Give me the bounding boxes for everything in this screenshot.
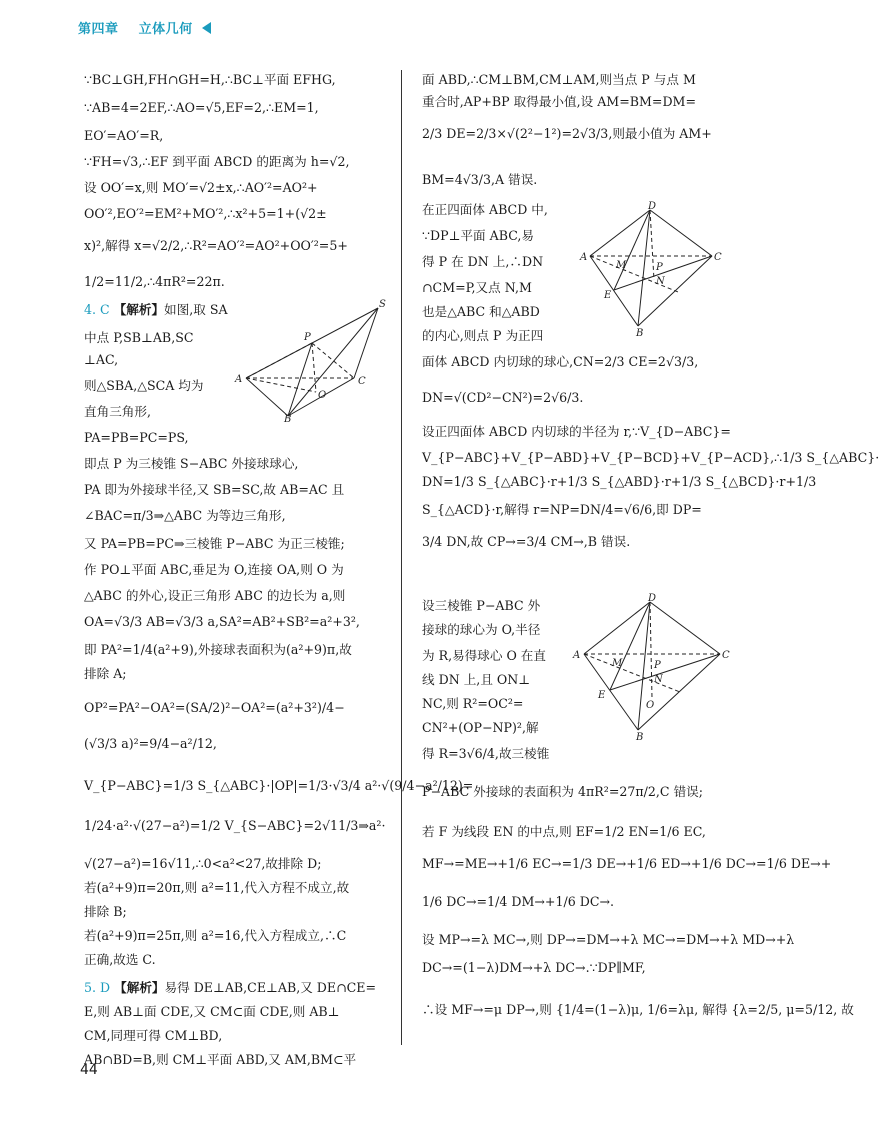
left-text-line: 正确,故选 C. bbox=[84, 952, 156, 967]
chapter-title: 立体几何 bbox=[138, 22, 193, 37]
left-text-line: ∵BC⊥GH,FH∩GH=H,∴BC⊥平面 EFHG, bbox=[84, 72, 336, 87]
left-text-line: ∠BAC=π/3⇒△ABC 为等边三角形, bbox=[84, 508, 286, 523]
label-O: O bbox=[646, 700, 655, 711]
figure-tetrahedron-abcd bbox=[580, 202, 730, 337]
right-text-line: 3/4 DN,故 CP→=3/4 CM→,B 错误. bbox=[422, 534, 631, 549]
answer-marker: 4. C bbox=[84, 302, 114, 317]
label-N: N bbox=[654, 674, 663, 685]
left-text-line: 1/24·a²·√(27−a²)=1/2 V_{S−ABC}=2√11/3⇒a²· bbox=[84, 818, 386, 833]
right-text-line: 设三棱锥 P−ABC 外 bbox=[422, 598, 541, 613]
column-divider bbox=[401, 70, 402, 1045]
triangle-marker-icon bbox=[202, 22, 211, 34]
figure-tetrahedron-sphere bbox=[572, 594, 732, 742]
label-P: P bbox=[304, 332, 311, 343]
left-text-line: 即 PA²=1/4(a²+9),外接球表面积为(a²+9)π,故 bbox=[84, 642, 352, 657]
left-text-line: OP²=PA²−OA²=(SA/2)²−OA²=(a²+3²)/4− bbox=[84, 700, 345, 715]
right-text-line: ∴设 MF→=μ DP→,则 {1/4=(1−λ)μ, 1/6=λμ, 解得 {λ=2/5, μ=5/12, 故 bbox=[422, 1002, 854, 1017]
right-text-line: V_{P−ABC}+V_{P−ABD}+V_{P−BCD}+V_{P−ACD},∴1/3 S_{△ABC}· bbox=[422, 450, 879, 465]
right-text-line: 重合时,AP+BP 取得最小值,设 AM=BM=DM= bbox=[422, 94, 696, 109]
left-text-line: △ABC 的外心,设正三角形 ABC 的边长为 a,则 bbox=[84, 588, 346, 603]
left-text-line: x)²,解得 x=√2/2,∴R²=AO′²=AO²+OO′²=5+ bbox=[84, 238, 348, 253]
right-text-line: 设 MP→=λ MC→,则 DP→=DM→+λ MC→=DM→+λ MD→+λ bbox=[422, 932, 795, 947]
right-text-line: 在正四面体 ABCD 中, bbox=[422, 202, 548, 217]
left-text-line: CM,同理可得 CM⊥BD, bbox=[84, 1028, 223, 1043]
figure-pyramid-sabc bbox=[232, 298, 392, 423]
page-number: 44 bbox=[80, 1062, 98, 1078]
label-D: D bbox=[648, 593, 657, 604]
left-text-line: E,则 AB⊥面 CDE,又 CM⊂面 CDE,则 AB⊥ bbox=[84, 1004, 340, 1019]
label-N: N bbox=[656, 276, 665, 287]
label-S: S bbox=[379, 299, 386, 310]
right-text-line: S_{△ACD}·r,解得 r=NP=DN/4=√6/6,即 DP= bbox=[422, 502, 702, 517]
label-E: E bbox=[604, 290, 612, 301]
label-M: M bbox=[612, 658, 623, 669]
left-text-line: √(27−a²)=16√11,∴0<a²<27,故排除 D; bbox=[84, 856, 322, 871]
left-text-line: 又 PA=PB=PC⇒三棱锥 P−ABC 为正三棱锥; bbox=[84, 536, 345, 551]
right-text-line: 得 R=3√6/4,故三棱锥 bbox=[422, 746, 550, 761]
right-text-line: 若 F 为线段 EN 的中点,则 EF=1/2 EN=1/6 EC, bbox=[422, 824, 706, 839]
left-text-line: 若(a²+9)π=25π,则 a²=16,代入方程成立,∴C bbox=[84, 928, 347, 943]
label-A: A bbox=[580, 252, 588, 263]
right-text-line: CN²+(OP−NP)²,解 bbox=[422, 720, 539, 735]
analysis-tag: 【解析】 bbox=[114, 980, 165, 995]
right-text-line: 为 R,易得球心 O 在直 bbox=[422, 648, 546, 663]
label-B: B bbox=[636, 328, 644, 339]
left-text-line: 排除 B; bbox=[84, 904, 127, 919]
right-text-line: 得 P 在 DN 上,∴DN bbox=[422, 254, 544, 269]
left-text-line: 1/2=11/2,∴4πR²=22π. bbox=[84, 274, 225, 289]
right-text-line: NC,则 R²=OC²= bbox=[422, 696, 524, 711]
right-text-line: 2/3 DE=2/3×√(2²−1²)=2√3/3,则最小值为 AM+ bbox=[422, 126, 712, 141]
label-C: C bbox=[714, 252, 722, 263]
right-text-line: ∵DP⊥平面 ABC,易 bbox=[422, 228, 534, 243]
right-text-line: 面体 ABCD 内切球的球心,CN=2/3 CE=2√3/3, bbox=[422, 354, 699, 369]
right-text-line: 1/6 DC→=1/4 DM→+1/6 DC→. bbox=[422, 894, 615, 909]
right-text-line: ∩CM=P,又点 N,M bbox=[422, 280, 532, 295]
left-text-line: AB∩BD=B,则 CM⊥平面 ABD,又 AM,BM⊂平 bbox=[84, 1052, 357, 1067]
left-text-line: ∵AB=4=2EF,∴AO=√5,EF=2,∴EM=1, bbox=[84, 100, 319, 115]
right-text-line: MF→=ME→+1/6 EC→=1/3 DE→+1/6 ED→+1/6 DC→=1/6 DE→+ bbox=[422, 856, 832, 871]
label-O: O bbox=[318, 390, 327, 401]
analysis-tag: 【解析】 bbox=[113, 302, 165, 317]
label-C: C bbox=[722, 650, 730, 661]
left-text-line: 若(a²+9)π=20π,则 a²=11,代入方程不成立,故 bbox=[84, 880, 350, 895]
left-text-line: V_{P−ABC}=1/3 S_{△ABC}·|OP|=1/3·√3/4 a²·√(9/4−a²/12)= bbox=[84, 778, 474, 793]
left-text-line: 排除 A; bbox=[84, 666, 127, 681]
left-text-line: 4. C 【解析】如图,取 SA bbox=[84, 302, 228, 317]
left-text-line: (√3/3 a)²=9/4−a²/12, bbox=[84, 736, 217, 751]
right-text-line: BM=4√3/3,A 错误. bbox=[422, 172, 538, 187]
right-text-line: 面 ABD,∴CM⊥BM,CM⊥AM,则当点 P 与点 M bbox=[422, 72, 696, 87]
label-E: E bbox=[598, 690, 606, 701]
label-C: C bbox=[358, 376, 366, 387]
right-text-line: 设正四面体 ABCD 内切球的半径为 r,∵V_{D−ABC}= bbox=[422, 424, 731, 439]
label-B: B bbox=[284, 414, 292, 425]
left-text-line: EO′=AO′=R, bbox=[84, 128, 164, 143]
left-text-line: 作 PO⊥平面 ABC,垂足为 O,连接 OA,则 O 为 bbox=[84, 562, 344, 577]
left-text-line: OO′²,EO′²=EM²+MO′²,∴x²+5=1+(√2± bbox=[84, 206, 327, 221]
right-text-line: 接球的球心为 O,半径 bbox=[422, 622, 541, 637]
left-text-line: 设 OO′=x,则 MO′=√2±x,∴AO′²=AO²+ bbox=[84, 180, 318, 195]
left-text-line: OA=√3/3 AB=√3/3 a,SA²=AB²+SB²=a²+3², bbox=[84, 614, 360, 629]
left-text-line: 则△SBA,△SCA 均为 bbox=[84, 378, 204, 393]
chapter-header bbox=[78, 18, 211, 37]
right-text-line: 也是△ABC 和△ABD bbox=[422, 304, 540, 319]
left-text-line: ∵FH=√3,∴EF 到平面 ABCD 的距离为 h=√2, bbox=[84, 154, 350, 169]
chapter-number: 第四章 bbox=[78, 22, 119, 37]
right-text-line: DN=1/3 S_{△ABC}·r+1/3 S_{△ABD}·r+1/3 S_{△BCD}·r+1/3 bbox=[422, 474, 817, 489]
answer-marker: 5. D bbox=[84, 980, 115, 995]
left-text-line: PA=PB=PC=PS, bbox=[84, 430, 189, 445]
left-text-line: 即点 P 为三棱锥 S−ABC 外接球球心, bbox=[84, 456, 299, 471]
label-A: A bbox=[573, 650, 581, 661]
left-text-line: 直角三角形, bbox=[84, 404, 151, 419]
right-text-line: DC→=(1−λ)DM→+λ DC→.∵DP∥MF, bbox=[422, 960, 646, 975]
label-B: B bbox=[636, 732, 644, 743]
left-text-line: 5. D 【解析】易得 DE⊥AB,CE⊥AB,又 DE∩CE= bbox=[84, 980, 377, 995]
label-M: M bbox=[616, 260, 627, 271]
right-text-line: 的内心,则点 P 为正四 bbox=[422, 328, 544, 343]
right-text-line: 线 DN 上,且 ON⊥ bbox=[422, 672, 531, 687]
left-text-line: PA 即为外接球半径,又 SB=SC,故 AB=AC 且 bbox=[84, 482, 345, 497]
label-P: P bbox=[654, 660, 661, 671]
left-text-line: 中点 P,SB⊥AB,SC bbox=[84, 330, 194, 345]
label-P: P bbox=[656, 262, 663, 273]
left-text-line: ⊥AC, bbox=[84, 352, 119, 367]
label-D: D bbox=[648, 201, 657, 212]
right-text-line: DN=√(CD²−CN²)=2√6/3. bbox=[422, 390, 584, 405]
right-text-line: P−ABC 外接球的表面积为 4πR²=27π/2,C 错误; bbox=[422, 784, 704, 799]
label-A: A bbox=[235, 374, 243, 385]
